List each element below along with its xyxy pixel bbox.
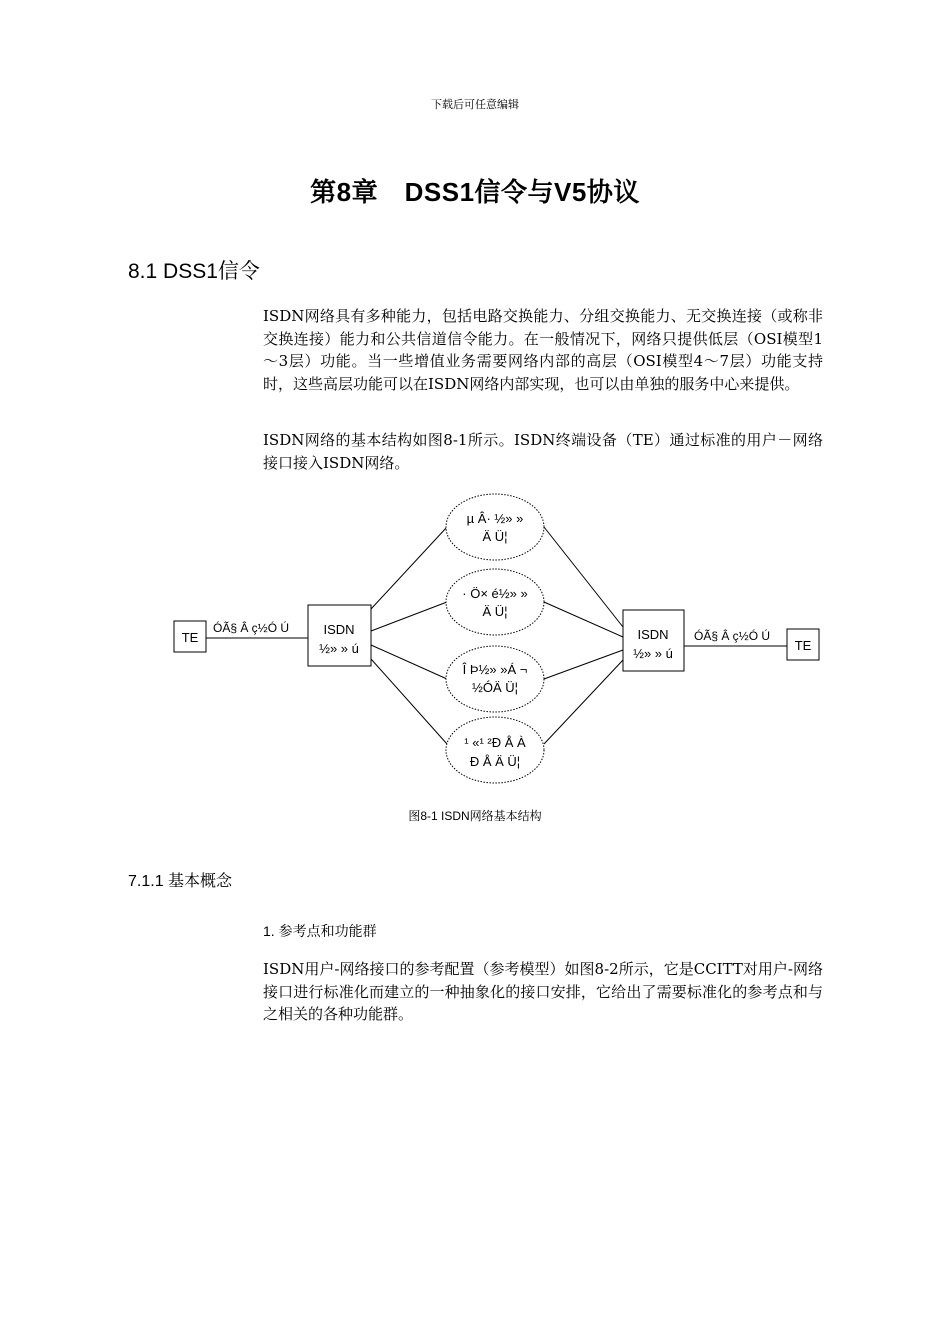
capability-nonswitched-line1: Î Þ½» »Á ¬ xyxy=(462,662,528,677)
capability-packet-line1: · Ö× é½» » xyxy=(462,586,528,601)
exchange-left-line1: ISDN xyxy=(323,622,355,637)
capability-signalling-line1: ¹ «¹ ²Ð Å À xyxy=(464,735,526,750)
exchange-right-line2: ½» » ú xyxy=(633,646,673,661)
capability-ellipse-circuit xyxy=(446,494,544,560)
exchange-left-line2: ½» » ú xyxy=(319,641,359,656)
item-heading: 1. 参考点和功能群 xyxy=(263,923,377,939)
capability-packet-line2: Ä Ü¦ xyxy=(482,604,508,619)
capability-nonswitched-line2: ½ÓÄ Ü¦ xyxy=(471,680,519,695)
capability-ellipse-nonswitched xyxy=(446,646,544,712)
exchange-right-line1: ISDN xyxy=(637,627,669,642)
section-heading: 8.1 DSS1信令 xyxy=(128,260,260,283)
capability-circuit-line1: µ Â· ½» » xyxy=(466,511,524,526)
capability-signalling-line2: Ð Å Ä Ü¦ xyxy=(469,754,521,769)
capability-ellipse-signalling xyxy=(446,717,544,783)
capability-ellipse-packet xyxy=(446,569,544,635)
te-right-label: TE xyxy=(794,638,812,653)
interface-label-right: ÓÃ§ Â ç½Ó Ú xyxy=(694,629,771,643)
paragraph-reference-config: ISDN用户-网络接口的参考配置（参考模型）如图8-2所示，它是CCITT对用户-网络接口进行标准化而建立的一种抽象化的接口安排，它给出了需要标准化的参考点和与之相关的各种功能群。 xyxy=(263,960,823,1023)
capability-circuit-line2: Ä Ü¦ xyxy=(482,529,508,544)
header-note: 下载后可任意编辑 xyxy=(431,98,519,111)
te-left-label: TE xyxy=(181,630,199,645)
subsection-heading: 7.1.1 基本概念 xyxy=(128,873,233,890)
interface-label-left: ÓÃ§ Â ç½Ó Ú xyxy=(213,621,290,635)
paragraph-isdn-structure: ISDN网络的基本结构如图8-1所示。ISDN终端设备（TE）通过标准的用户－网络接口接入ISDN网络。 xyxy=(263,431,823,472)
isdn-structure-figure xyxy=(160,488,830,788)
paragraph-isdn-capabilities: ISDN网络具有多种能力，包括电路交换能力、分组交换能力、无交换连接（或称非交换连接）能力和公共信道信令能力。在一般情况下，网络只提供低层（OSI模型1～3层）功能。当一些增值业务需要网络内部的高层（OSI模型4～7层）功能支持时，这些高层功能可以在ISDN网络内部实现，也可以由单独的服务中心来提供。 xyxy=(263,307,823,393)
figure-caption: 图8-1 ISDN网络基本结构 xyxy=(408,809,542,823)
chapter-title: 第8章 DSS1信令与V5协议 xyxy=(310,177,640,207)
